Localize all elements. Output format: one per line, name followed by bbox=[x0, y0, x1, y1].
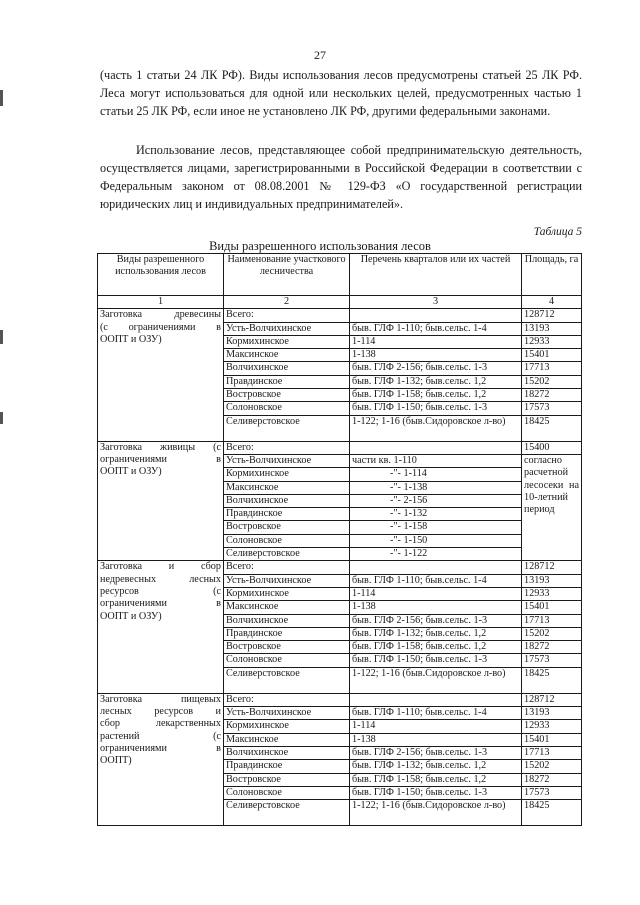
quarters-list: 1-122; 1-16 (быв.Сидоровское л-во) bbox=[350, 415, 522, 441]
area-value: 17713 bbox=[522, 362, 582, 375]
quarters-list: -"- 1-158 bbox=[350, 521, 522, 534]
area-value: 12933 bbox=[522, 335, 582, 348]
binding-mark bbox=[0, 330, 3, 344]
use-type-line: Заготовка древесины bbox=[100, 309, 221, 321]
quarters-list: -"- 1-114 bbox=[350, 468, 522, 481]
quarters-list: быв. ГЛФ 1-110; быв.сельс. 1-4 bbox=[350, 322, 522, 335]
area-value: 18425 bbox=[522, 667, 582, 693]
forestry-name: Максинское bbox=[224, 733, 350, 746]
forestry-name: Востровское bbox=[224, 773, 350, 786]
forestry-name: Правдинское bbox=[224, 375, 350, 388]
quarters-list: -"- 2-156 bbox=[350, 494, 522, 507]
quarters-list: быв. ГЛФ 1-150; быв.сельс. 1-3 bbox=[350, 654, 522, 667]
forestry-name: Максинское bbox=[224, 349, 350, 362]
column-number: 3 bbox=[350, 296, 522, 309]
table-body bbox=[98, 296, 582, 826]
use-type-line: ООПТ и ОЗУ) bbox=[100, 610, 162, 622]
forestry-name: Селиверстовское bbox=[224, 548, 350, 561]
area-value: 128712 bbox=[522, 309, 582, 322]
forestry-name: Солоновское bbox=[224, 402, 350, 415]
forestry-name: Усть-Волчихинское bbox=[224, 707, 350, 720]
forestry-name: Кормихинское bbox=[224, 468, 350, 481]
area-value: 15202 bbox=[522, 627, 582, 640]
use-type-cell bbox=[98, 309, 224, 441]
quarters-list: быв. ГЛФ 1-132; быв.сельс. 1,2 bbox=[350, 375, 522, 388]
forestry-name: Востровское bbox=[224, 641, 350, 654]
area-value: 13193 bbox=[522, 707, 582, 720]
use-type-line: растений (с bbox=[100, 730, 221, 742]
forestry-name: Правдинское bbox=[224, 508, 350, 521]
forestry-name: Волчихинское bbox=[224, 362, 350, 375]
quarters-list: 1-122; 1-16 (быв.Сидоровское л-во) bbox=[350, 800, 522, 826]
use-type-line: ограничениями в bbox=[100, 453, 221, 465]
forestry-name: Кормихинское bbox=[224, 720, 350, 733]
use-type-line: ООПТ и ОЗУ) bbox=[100, 466, 162, 478]
column-header-area: Площадь, га bbox=[522, 254, 582, 296]
table-row bbox=[98, 441, 582, 454]
forestry-name: Всего: bbox=[224, 693, 350, 706]
forestry-name: Волчихинское bbox=[224, 494, 350, 507]
use-type-line: ограничениями в bbox=[100, 598, 221, 610]
use-type-line: ограничениями в bbox=[100, 742, 221, 754]
paragraph-2: Использование лесов, представляющее собой предпринимательскую деятельность, осуществляется лицами, зарегистрированными в Российской Федерации в соответствии с Федеральным законом от 08.08.2001 № 129-ФЗ «О государственной регистрации юридических лиц и индивидуальных предпринимателей». bbox=[100, 143, 582, 211]
area-value: 15401 bbox=[522, 349, 582, 362]
quarters-list: части кв. 1-110 bbox=[350, 454, 522, 467]
quarters-list: -"- 1-138 bbox=[350, 481, 522, 494]
column-header-forestry: Наименование участкового лесничества bbox=[224, 254, 350, 296]
binding-mark bbox=[0, 412, 3, 424]
area-value: 12933 bbox=[522, 587, 582, 600]
forestry-name: Максинское bbox=[224, 481, 350, 494]
paragraph-1: (часть 1 статьи 24 ЛК РФ). Виды использования лесов предусмотрены статьей 25 ЛК РФ. Леса могут использоваться для одной или нескольких целей, предусмотренных частью 1 статьи 25 ЛК РФ, если иное не установлено ЛК РФ, другими федеральными законами. bbox=[100, 68, 582, 118]
use-type-line: ООПТ) bbox=[100, 755, 132, 767]
forestry-name: Всего: bbox=[224, 309, 350, 322]
use-type-line: ООПТ и ОЗУ) bbox=[100, 333, 162, 345]
column-number: 1 bbox=[98, 296, 224, 309]
use-type-line: ресурсов (с bbox=[100, 585, 221, 597]
area-value: 128712 bbox=[522, 693, 582, 706]
area-value: 18425 bbox=[522, 415, 582, 441]
use-type-line: сбор лекарственных bbox=[100, 718, 221, 730]
forestry-name: Усть-Волчихинское bbox=[224, 454, 350, 467]
area-value: 15202 bbox=[522, 375, 582, 388]
area-value: 15400 bbox=[522, 441, 582, 454]
area-note: согласно расчетной лесосеки на 10-летний период bbox=[522, 454, 582, 560]
quarters-list: -"- 1-150 bbox=[350, 534, 522, 547]
column-number-row bbox=[98, 296, 582, 309]
area-value: 13193 bbox=[522, 574, 582, 587]
forestry-name: Всего: bbox=[224, 561, 350, 574]
quarters-list: 1-114 bbox=[350, 587, 522, 600]
use-type-line: недревесных лесных bbox=[100, 573, 221, 585]
forestry-name: Кормихинское bbox=[224, 335, 350, 348]
quarters-list: быв. ГЛФ 1-158; быв.сельс. 1,2 bbox=[350, 773, 522, 786]
area-value: 18272 bbox=[522, 389, 582, 402]
use-type-line: лесных ресурсов и bbox=[100, 706, 221, 718]
area-value: 18425 bbox=[522, 800, 582, 826]
quarters-list: быв. ГЛФ 2-156; быв.сельс. 1-3 bbox=[350, 746, 522, 759]
column-header-quarters: Перечень кварталов или их частей bbox=[350, 254, 522, 296]
quarters-list bbox=[350, 693, 522, 706]
quarters-list: 1-114 bbox=[350, 720, 522, 733]
forestry-name: Селиверстовское bbox=[224, 667, 350, 693]
quarters-list: быв. ГЛФ 1-132; быв.сельс. 1,2 bbox=[350, 760, 522, 773]
area-value: 12933 bbox=[522, 720, 582, 733]
quarters-list: быв. ГЛФ 1-158; быв.сельс. 1,2 bbox=[350, 389, 522, 402]
table-row bbox=[98, 309, 582, 322]
use-type-cell bbox=[98, 693, 224, 825]
use-type-cell bbox=[98, 561, 224, 693]
forestry-name: Всего: bbox=[224, 441, 350, 454]
use-type-line: (с ограничениями в bbox=[100, 321, 221, 333]
area-value: 18272 bbox=[522, 773, 582, 786]
forestry-name: Востровское bbox=[224, 389, 350, 402]
quarters-list: быв. ГЛФ 1-110; быв.сельс. 1-4 bbox=[350, 707, 522, 720]
forestry-name: Правдинское bbox=[224, 627, 350, 640]
area-value: 128712 bbox=[522, 561, 582, 574]
quarters-list bbox=[350, 441, 522, 454]
area-value: 18272 bbox=[522, 641, 582, 654]
quarters-list: быв. ГЛФ 1-150; быв.сельс. 1-3 bbox=[350, 402, 522, 415]
area-value: 15401 bbox=[522, 733, 582, 746]
quarters-list: 1-114 bbox=[350, 335, 522, 348]
forestry-name: Солоновское bbox=[224, 654, 350, 667]
forestry-name: Селиверстовское bbox=[224, 800, 350, 826]
quarters-list: быв. ГЛФ 2-156; быв.сельс. 1-3 bbox=[350, 614, 522, 627]
table-title: Виды разрешенного использования лесов bbox=[209, 239, 431, 253]
area-value: 15202 bbox=[522, 760, 582, 773]
forest-use-table bbox=[97, 253, 582, 826]
forestry-name: Солоновское bbox=[224, 534, 350, 547]
quarters-list: -"- 1-122 bbox=[350, 548, 522, 561]
table-row bbox=[98, 693, 582, 706]
forestry-name: Максинское bbox=[224, 601, 350, 614]
forestry-name: Кормихинское bbox=[224, 587, 350, 600]
area-value: 17573 bbox=[522, 402, 582, 415]
forestry-name: Правдинское bbox=[224, 760, 350, 773]
binding-mark bbox=[0, 90, 3, 106]
quarters-list: быв. ГЛФ 1-158; быв.сельс. 1,2 bbox=[350, 641, 522, 654]
use-type-line: Заготовка пищевых bbox=[100, 693, 221, 705]
forestry-name: Усть-Волчихинское bbox=[224, 322, 350, 335]
quarters-list: быв. ГЛФ 2-156; быв.сельс. 1-3 bbox=[350, 362, 522, 375]
quarters-list bbox=[350, 309, 522, 322]
forestry-name: Востровское bbox=[224, 521, 350, 534]
area-value: 13193 bbox=[522, 322, 582, 335]
forestry-name: Волчихинское bbox=[224, 746, 350, 759]
table-number: Таблица 5 bbox=[533, 226, 582, 238]
forestry-name: Солоновское bbox=[224, 786, 350, 799]
quarters-list: 1-138 bbox=[350, 349, 522, 362]
area-value: 15401 bbox=[522, 601, 582, 614]
quarters-list: быв. ГЛФ 1-110; быв.сельс. 1-4 bbox=[350, 574, 522, 587]
quarters-list: быв. ГЛФ 1-150; быв.сельс. 1-3 bbox=[350, 786, 522, 799]
forestry-name: Волчихинское bbox=[224, 614, 350, 627]
quarters-list bbox=[350, 561, 522, 574]
column-header-use: Виды разрешенного использования лесов bbox=[98, 254, 224, 296]
use-type-line: Заготовка живицы (с bbox=[100, 441, 221, 453]
table-row bbox=[98, 561, 582, 574]
quarters-list: 1-122; 1-16 (быв.Сидоровское л-во) bbox=[350, 667, 522, 693]
area-value: 17573 bbox=[522, 786, 582, 799]
area-value: 17573 bbox=[522, 654, 582, 667]
quarters-list: -"- 1-132 bbox=[350, 508, 522, 521]
forestry-name: Усть-Волчихинское bbox=[224, 574, 350, 587]
quarters-list: 1-138 bbox=[350, 733, 522, 746]
area-value: 17713 bbox=[522, 746, 582, 759]
use-type-cell bbox=[98, 441, 224, 561]
area-value: 17713 bbox=[522, 614, 582, 627]
column-number: 2 bbox=[224, 296, 350, 309]
quarters-list: 1-138 bbox=[350, 601, 522, 614]
forestry-name: Селиверстовское bbox=[224, 415, 350, 441]
quarters-list: быв. ГЛФ 1-132; быв.сельс. 1,2 bbox=[350, 627, 522, 640]
page-number: 27 bbox=[314, 48, 326, 62]
column-number: 4 bbox=[522, 296, 582, 309]
use-type-line: Заготовка и сбор bbox=[100, 561, 221, 573]
table-header-row bbox=[98, 254, 582, 296]
